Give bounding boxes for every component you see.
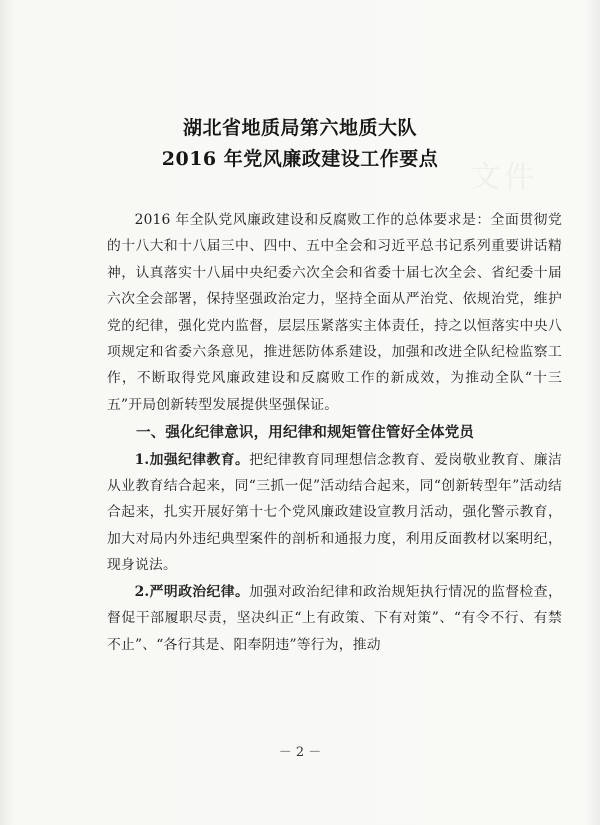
item2-text: 加强对政治纪律和政治规矩执行情况的监督检查，督促干部履职尽责，坚决纠正“上有政策、下有对策”、“有令不行、有禁不止”、“各行其是、阳奉阴违”等行为，推动: [107, 583, 563, 653]
intro-paragraph: 2016 年全队党风廉政建设和反腐败工作的总体要求是：全面贯彻党的十八大和十八届三中、四中、五中全会和习近平总书记系列重要讲话精神，认真落实十八届中央纪委六次全会和省委十届七次全会、省纪委十届六次全会部署，保持坚强政治定力，坚持全面从严治党、依规治党，维护党的纪律，强化党内监督，层层压紧落实主体责任，持之以恒落实中央八项规定和省委六条意见，推进惩防体系建设，加强和改进全队纪检监察工作，不断取得党风廉政建设和反腐败工作的新成效，为推动全队“十三五”开局创新转型发展提供坚强保证。: [107, 212, 562, 413]
item2-lead: 2.严明政治纪律。: [134, 583, 250, 600]
document-body: [107, 207, 562, 658]
item1-lead: 1.加强纪律教育。: [134, 451, 250, 468]
page-number: － 2 －: [278, 745, 322, 760]
document-title-line1: 湖北省地质局第六地质大队: [182, 117, 417, 139]
document-title-line2: 2016 年党风廉政建设工作要点: [161, 148, 439, 170]
item1-paragraph: [107, 447, 562, 579]
watermark-shadow: 文件: [470, 160, 538, 195]
item2-paragraph: [107, 579, 562, 658]
item1-text: 把纪律教育同理想信念教育、爱岗敬业教育、廉洁从业教育结合起来，同“三抓一促”活动结合起来，同“创新转型年”活动结合起来，扎实开展好第十七个党风廉政建设宣教月活动，强化警示教育，加大对局内外违纪典型案件的剖析和通报力度，利用反面教材以案明纪，现身说法。: [107, 451, 563, 574]
section1-heading: 一、强化纪律意识，用纪律和规矩管住管好全体党员: [136, 424, 475, 442]
